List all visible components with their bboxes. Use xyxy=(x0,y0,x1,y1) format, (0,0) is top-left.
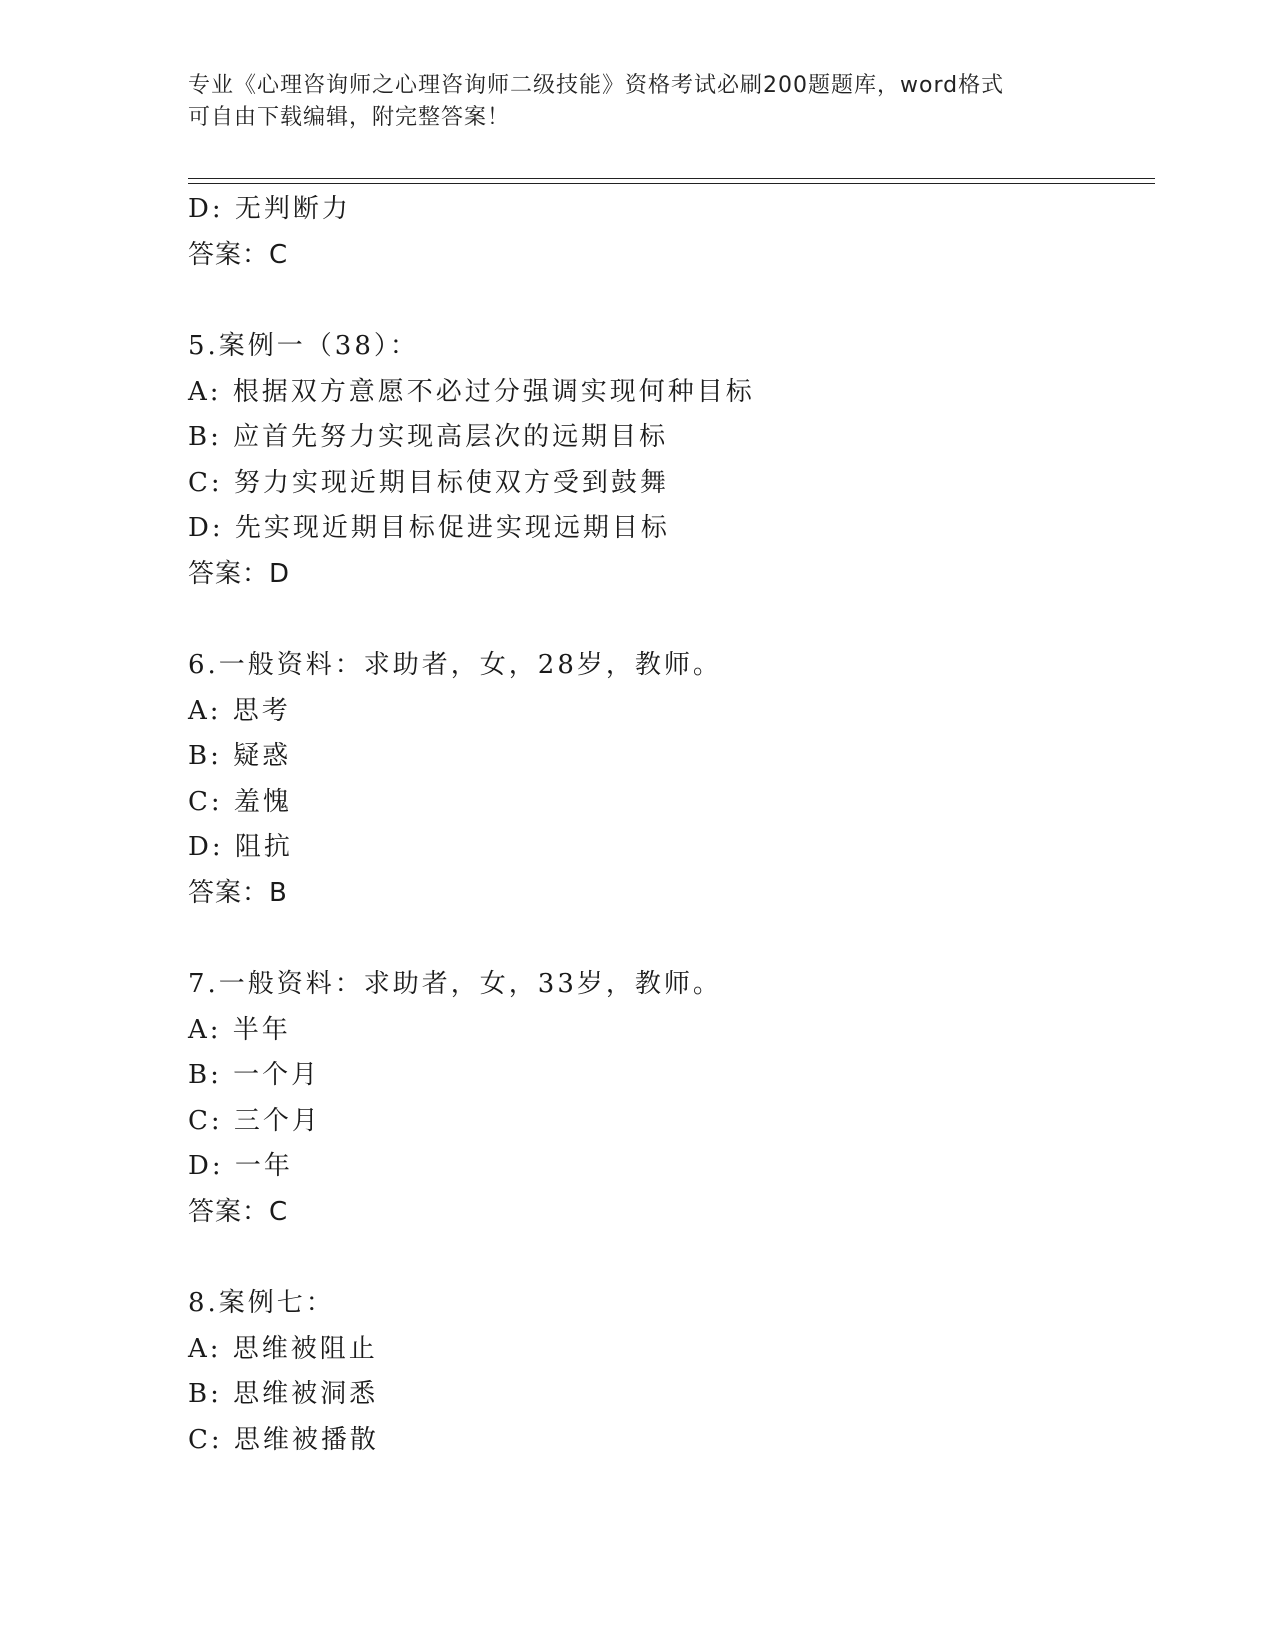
document-header xyxy=(188,70,1088,134)
option-line: A: 思维被阻止 xyxy=(188,1333,378,1364)
question-block xyxy=(188,962,1148,1235)
header-line-1: 专业《心理咨询师之心理咨询师二级技能》资格考试必刷200题题库，word格式 xyxy=(188,73,1005,98)
block-spacer xyxy=(188,916,1148,962)
answer-line: 答案：C xyxy=(188,239,289,270)
block-spacer xyxy=(188,278,1148,324)
option-line: A: 根据双方意愿不必过分强调实现何种目标 xyxy=(188,376,755,407)
question-stem: 5.案例一（38）： xyxy=(188,331,419,361)
header-divider-top xyxy=(188,178,1155,179)
block-spacer xyxy=(188,597,1148,643)
question-stem: 6.一般资料：求助者，女，28岁，教师。 xyxy=(188,650,722,680)
option-line: D: 阻抗 xyxy=(188,832,293,862)
option-line: C: 思维被播散 xyxy=(188,1424,379,1455)
header-divider-bottom xyxy=(188,183,1155,184)
option-line: B: 一个月 xyxy=(188,1060,321,1090)
option-line: A: 思考 xyxy=(188,695,291,726)
option-line: B: 疑惑 xyxy=(188,741,292,771)
question-stem: 7.一般资料：求助者，女，33岁，教师。 xyxy=(188,969,722,999)
header-line-2: 可自由下载编辑，附完整答案！ xyxy=(188,105,511,130)
option-line: B: 应首先努力实现高层次的远期目标 xyxy=(188,422,669,452)
option-line: B: 思维被洞悉 xyxy=(188,1379,379,1409)
question-block xyxy=(188,187,1148,278)
question-block xyxy=(188,324,1148,597)
option-line: C: 羞愧 xyxy=(188,786,292,817)
question-stem: 8.案例七： xyxy=(188,1288,335,1318)
option-line: C: 三个月 xyxy=(188,1105,321,1136)
option-line: A: 半年 xyxy=(188,1014,291,1045)
question-list xyxy=(188,187,1148,1463)
question-block xyxy=(188,1281,1148,1463)
option-line: D: 无判断力 xyxy=(188,194,351,224)
answer-line: 答案：B xyxy=(188,877,288,908)
option-line: D: 先实现近期目标促进实现远期目标 xyxy=(188,513,670,543)
option-line: D: 一年 xyxy=(188,1151,293,1181)
option-line: C: 努力实现近期目标使双方受到鼓舞 xyxy=(188,467,669,498)
question-block xyxy=(188,643,1148,916)
block-spacer xyxy=(188,1235,1148,1281)
answer-line: 答案：C xyxy=(188,1196,289,1227)
answer-line: 答案：D xyxy=(188,558,291,589)
